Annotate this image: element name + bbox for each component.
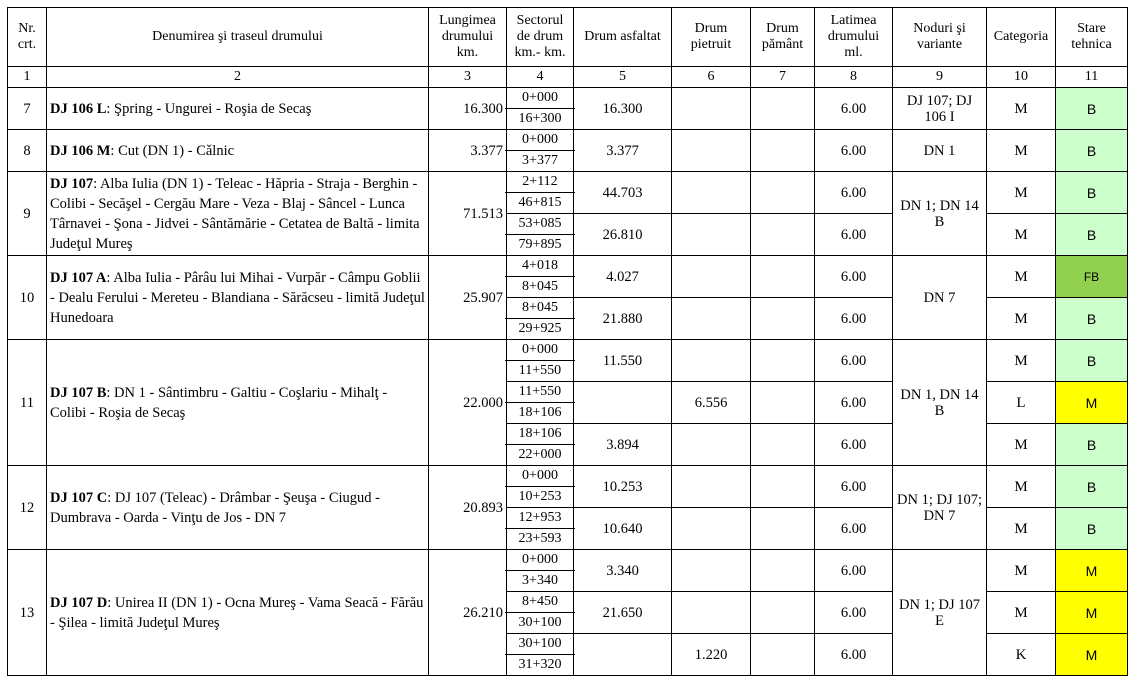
road-length: 16.300: [429, 88, 507, 130]
earth-length: [751, 172, 815, 214]
earth-length: [751, 214, 815, 256]
sector-start: 0+000: [505, 550, 575, 571]
sector-end: 23+593: [518, 531, 562, 546]
road-width: 6.00: [815, 592, 893, 634]
technical-state: B: [1056, 88, 1128, 130]
sector-start: 30+100: [505, 634, 575, 655]
road-nodes: DN 1: [893, 130, 987, 172]
sector-end: 29+925: [518, 321, 562, 336]
road-name: [47, 466, 429, 550]
table-row: [8, 256, 1128, 298]
sector-start: 0+000: [505, 340, 575, 361]
sector-start: 0+000: [505, 130, 575, 151]
column-number: 5: [574, 67, 672, 88]
road-category: M: [987, 88, 1056, 130]
road-code: DJ 107 A: [50, 269, 107, 286]
sector-end: 79+895: [518, 237, 562, 252]
earth-length: [751, 298, 815, 340]
sector-start: 2+112: [505, 172, 575, 193]
road-width: 6.00: [815, 256, 893, 298]
sector-range: [507, 298, 574, 340]
road-category: M: [987, 340, 1056, 382]
asphalt-length: 3.894: [574, 424, 672, 466]
road-length: 20.893: [429, 466, 507, 550]
road-category: M: [987, 592, 1056, 634]
road-name: [47, 256, 429, 340]
road-code: DJ 107 D: [50, 594, 108, 611]
header-denumire: Denumirea şi traseul drumului: [47, 8, 429, 67]
sector-end: 22+000: [518, 447, 562, 462]
sector-end: 46+815: [518, 195, 562, 210]
asphalt-length: 11.550: [574, 340, 672, 382]
technical-state: B: [1056, 466, 1128, 508]
earth-length: [751, 382, 815, 424]
road-length: 26.210: [429, 550, 507, 676]
gravel-length: 1.220: [672, 634, 751, 676]
header-categoria: Categoria: [987, 8, 1056, 67]
table-row: [8, 550, 1128, 592]
earth-length: [751, 424, 815, 466]
road-name: [47, 88, 429, 130]
column-number: 2: [47, 67, 429, 88]
road-width: 6.00: [815, 214, 893, 256]
header-pamant: Drum pământ: [751, 8, 815, 67]
header-pietruit: Drum pietruit: [672, 8, 751, 67]
technical-state: B: [1056, 508, 1128, 550]
road-category: L: [987, 382, 1056, 424]
sector-range: [507, 172, 574, 214]
road-nodes: DN 1, DN 14 B: [893, 340, 987, 466]
road-name: [47, 550, 429, 676]
sector-end: 11+550: [518, 363, 562, 378]
sector-end: 10+253: [518, 489, 562, 504]
road-code: DJ 107: [50, 175, 94, 192]
road-length: 22.000: [429, 340, 507, 466]
sector-start: 8+045: [505, 298, 575, 319]
gravel-length: 6.556: [672, 382, 751, 424]
road-route: : Unirea II (DN 1) - Ocna Mureş - Vama Seacă - Fărău - Şilea - limită Judeţul Mureş: [50, 594, 424, 631]
gravel-length: [672, 298, 751, 340]
sector-range: [507, 592, 574, 634]
sector-range: [507, 88, 574, 130]
table-row: [8, 88, 1128, 130]
table-row: [8, 466, 1128, 508]
road-name: [47, 172, 429, 256]
column-number: 4: [507, 67, 574, 88]
road-length: 25.907: [429, 256, 507, 340]
road-nodes: DN 1; DJ 107; DN 7: [893, 466, 987, 550]
gravel-length: [672, 550, 751, 592]
road-category: M: [987, 466, 1056, 508]
road-route: : Alba Iulia (DN 1) - Teleac - Hăpria - Straja - Berghin - Colibi - Secăşel - Cergău Mare - Veza - Blaj - Sâncel - Lunca Târnavei - Şona - Jidvei - Sântămărie - Cetatea de Baltă - limita Judeţul Mureş: [50, 175, 420, 252]
technical-state: FB: [1056, 256, 1128, 298]
sector-range: [507, 424, 574, 466]
road-number: 10: [8, 256, 47, 340]
sector-end: 30+100: [518, 615, 562, 630]
road-number: 12: [8, 466, 47, 550]
sector-start: 4+018: [505, 256, 575, 277]
header-noduri: Noduri şi variante: [893, 8, 987, 67]
road-number: 11: [8, 340, 47, 466]
earth-length: [751, 130, 815, 172]
asphalt-length: 4.027: [574, 256, 672, 298]
road-category: M: [987, 256, 1056, 298]
technical-state: B: [1056, 340, 1128, 382]
column-number: 8: [815, 67, 893, 88]
earth-length: [751, 340, 815, 382]
technical-state: M: [1056, 382, 1128, 424]
sector-end: 16+300: [518, 111, 562, 126]
sector-start: 0+000: [505, 466, 575, 487]
header-asfaltat: Drum asfaltat: [574, 8, 672, 67]
technical-state: B: [1056, 130, 1128, 172]
road-nodes: DN 1; DN 14 B: [893, 172, 987, 256]
road-width: 6.00: [815, 340, 893, 382]
road-width: 6.00: [815, 382, 893, 424]
sector-start: 12+953: [505, 508, 575, 529]
asphalt-length: 10.253: [574, 466, 672, 508]
gravel-length: [672, 172, 751, 214]
road-nodes: DN 1; DJ 107 E: [893, 550, 987, 676]
gravel-length: [672, 88, 751, 130]
header-nr: Nr. crt.: [8, 8, 47, 67]
road-category: K: [987, 634, 1056, 676]
column-number: 1: [8, 67, 47, 88]
table-row: [8, 172, 1128, 214]
sector-end: 3+377: [522, 153, 558, 168]
road-length: 71.513: [429, 172, 507, 256]
asphalt-length: 16.300: [574, 88, 672, 130]
earth-length: [751, 592, 815, 634]
column-number: 3: [429, 67, 507, 88]
gravel-length: [672, 130, 751, 172]
table-row: [8, 340, 1128, 382]
road-number: 7: [8, 88, 47, 130]
sector-range: [507, 550, 574, 592]
technical-state: B: [1056, 424, 1128, 466]
technical-state: B: [1056, 214, 1128, 256]
header-sector: Sectorul de drum km.- km.: [507, 8, 574, 67]
asphalt-length: 44.703: [574, 172, 672, 214]
road-width: 6.00: [815, 298, 893, 340]
sector-start: 53+085: [505, 214, 575, 235]
road-category: M: [987, 172, 1056, 214]
roads-table: [7, 7, 1128, 676]
asphalt-length: 10.640: [574, 508, 672, 550]
road-nodes: DN 7: [893, 256, 987, 340]
earth-length: [751, 634, 815, 676]
earth-length: [751, 466, 815, 508]
sector-start: 0+000: [505, 88, 575, 109]
sector-start: 11+550: [505, 382, 575, 403]
column-number: 9: [893, 67, 987, 88]
header-latime: Latimea drumului ml.: [815, 8, 893, 67]
road-number: 8: [8, 130, 47, 172]
column-number: 10: [987, 67, 1056, 88]
road-category: M: [987, 508, 1056, 550]
road-category: M: [987, 424, 1056, 466]
road-route: : DJ 107 (Teleac) - Drâmbar - Şeuşa - Ciugud - Dumbrava - Oarda - Vinţu de Jos - DN 7: [50, 489, 380, 526]
sector-end: 18+106: [518, 405, 562, 420]
sector-range: [507, 214, 574, 256]
sector-range: [507, 382, 574, 424]
earth-length: [751, 550, 815, 592]
column-number: 6: [672, 67, 751, 88]
road-route: : Cut (DN 1) - Cǎlnic: [110, 142, 235, 159]
sector-range: [507, 256, 574, 298]
gravel-length: [672, 214, 751, 256]
road-width: 6.00: [815, 466, 893, 508]
road-number: 9: [8, 172, 47, 256]
asphalt-length: 21.880: [574, 298, 672, 340]
road-route: : Alba Iulia - Pârâu lui Mihai - Vurpăr - Câmpu Goblii - Dealu Ferului - Mereteu - Blandiana - Sărăcseu - limită Judeţul Hunedoara: [50, 269, 425, 326]
sector-start: 18+106: [505, 424, 575, 445]
road-name: [47, 130, 429, 172]
sector-range: [507, 466, 574, 508]
table-row: [8, 130, 1128, 172]
road-category: M: [987, 550, 1056, 592]
road-code: DJ 107 B: [50, 384, 107, 401]
sector-range: [507, 340, 574, 382]
technical-state: M: [1056, 592, 1128, 634]
technical-state: B: [1056, 298, 1128, 340]
sector-start: 8+450: [505, 592, 575, 613]
road-category: M: [987, 214, 1056, 256]
road-code: DJ 106 M: [50, 142, 111, 159]
road-route: : DN 1 - Sântimbru - Galtiu - Coşlariu - Mihalţ - Colibi - Roşia de Secaş: [50, 384, 388, 421]
column-number: 11: [1056, 67, 1128, 88]
road-width: 6.00: [815, 130, 893, 172]
road-nodes: DJ 107; DJ 106 I: [893, 88, 987, 130]
road-width: 6.00: [815, 424, 893, 466]
gravel-length: [672, 592, 751, 634]
gravel-length: [672, 256, 751, 298]
header-lungime: Lungimea drumului km.: [429, 8, 507, 67]
asphalt-length: [574, 634, 672, 676]
gravel-length: [672, 508, 751, 550]
earth-length: [751, 508, 815, 550]
road-width: 6.00: [815, 172, 893, 214]
sector-end: 8+045: [522, 279, 558, 294]
asphalt-length: 21.650: [574, 592, 672, 634]
sector-range: [507, 130, 574, 172]
technical-state: M: [1056, 550, 1128, 592]
technical-state: B: [1056, 172, 1128, 214]
road-code: DJ 106 L: [50, 100, 107, 117]
road-code: DJ 107 C: [50, 489, 108, 506]
roads-body: [8, 88, 1128, 676]
header-stare: Stare tehnica: [1056, 8, 1128, 67]
road-width: 6.00: [815, 634, 893, 676]
column-number-row: [8, 67, 1128, 88]
asphalt-length: 26.810: [574, 214, 672, 256]
road-category: M: [987, 130, 1056, 172]
sector-range: [507, 634, 574, 676]
road-width: 6.00: [815, 88, 893, 130]
asphalt-length: 3.377: [574, 130, 672, 172]
sector-end: 31+320: [518, 657, 562, 672]
road-number: 13: [8, 550, 47, 676]
road-route: : Şpring - Ungurei - Roşia de Secaş: [106, 100, 312, 117]
asphalt-length: 3.340: [574, 550, 672, 592]
technical-state: M: [1056, 634, 1128, 676]
road-width: 6.00: [815, 508, 893, 550]
gravel-length: [672, 340, 751, 382]
sector-range: [507, 508, 574, 550]
earth-length: [751, 88, 815, 130]
column-number: 7: [751, 67, 815, 88]
road-length: 3.377: [429, 130, 507, 172]
earth-length: [751, 256, 815, 298]
sector-end: 3+340: [522, 573, 558, 588]
gravel-length: [672, 424, 751, 466]
road-category: M: [987, 298, 1056, 340]
gravel-length: [672, 466, 751, 508]
road-width: 6.00: [815, 550, 893, 592]
road-name: [47, 340, 429, 466]
header-row: [8, 8, 1128, 67]
asphalt-length: [574, 382, 672, 424]
